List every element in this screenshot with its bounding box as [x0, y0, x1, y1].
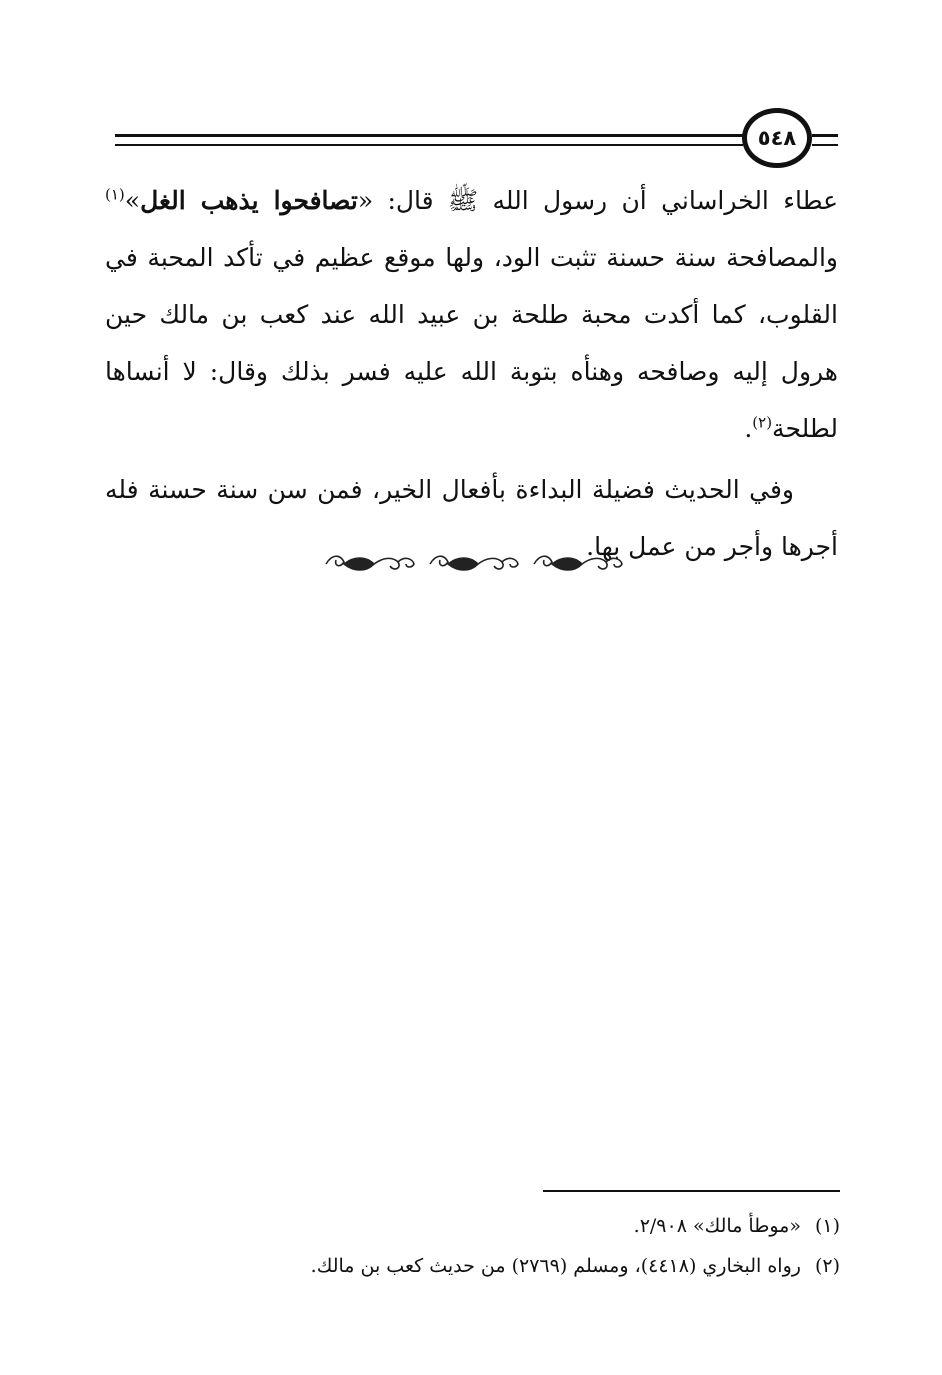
footnote-number-1: (١) [814, 1215, 840, 1237]
paragraph-2: وفي الحديث فضيلة البداءة بأفعال الخير، فمن سن سنة حسنة فله أجرها وأجر من عمل بها. [105, 475, 838, 561]
footnote-separator [543, 1190, 840, 1192]
header-rule-bottom [115, 144, 743, 146]
header-rule-right-top [812, 134, 838, 137]
ornament-motif-2 [430, 556, 518, 570]
footnote-2 [105, 1246, 840, 1286]
ornament-motif-1 [326, 556, 414, 570]
body-text [105, 172, 838, 575]
footnote-1 [105, 1206, 840, 1246]
para1-end: . [744, 414, 753, 443]
paragraph-1 [105, 172, 838, 457]
para1-rest: والمصافحة سنة حسنة تثبت الود، ولها موقع عظيم في تأكد المحبة في القلوب، كما أكدت محبة طلحة بن عبيد الله عند كعب بن مالك حين هرول إليه وصافحه وهنأه بتوبة الله عليه فسر بذلك وقال: لا أنساها لطلحة [105, 243, 838, 443]
page-number-badge [742, 108, 812, 168]
quote-close: » [124, 186, 141, 215]
page-number: ٥٤٨ [757, 126, 797, 150]
footnote-text-1: «موطأ مالك» ٢/٩٠٨. [633, 1215, 801, 1237]
header-rule-right-bottom [812, 144, 838, 146]
para1-intro: عطاء الخراساني أن رسول الله ﷺ قال: « [357, 186, 838, 215]
footnote-number-2: (٢) [814, 1255, 840, 1277]
ornament-motif-3 [534, 556, 622, 570]
footnote-ref-1: (١) [105, 185, 125, 204]
footnote-text-2: رواه البخاري (٤٤١٨)، ومسلم (٢٧٦٩) من حديث كعب بن مالك. [310, 1255, 801, 1277]
header-rule-top [115, 134, 743, 137]
footnote-ref-2: (٢) [752, 413, 773, 432]
hadith-text: تصافحوا يذهب الغل [140, 186, 358, 215]
section-divider-ornament [322, 552, 632, 576]
footnotes [105, 1206, 840, 1286]
